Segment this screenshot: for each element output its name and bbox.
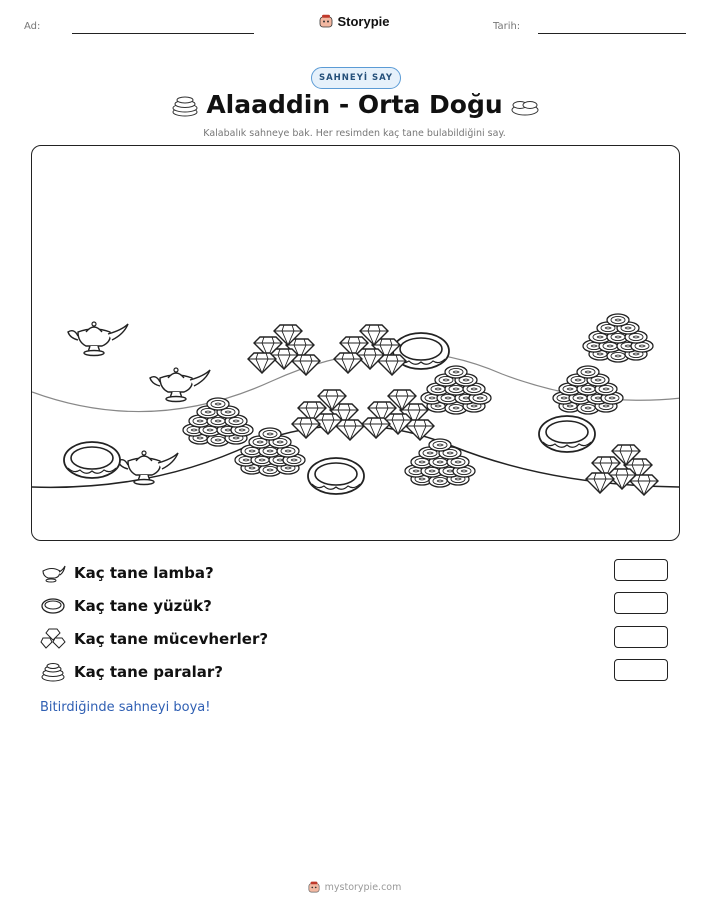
gems-3	[292, 390, 364, 440]
question-gems	[40, 627, 268, 651]
coins-4	[183, 398, 253, 446]
ring-2	[64, 442, 120, 478]
date-label: Tarih:	[493, 21, 521, 32]
answer-box-gems[interactable]	[614, 626, 668, 648]
footer	[0, 881, 709, 896]
gems-icon	[40, 628, 66, 650]
storypie-mascot-icon	[319, 14, 333, 28]
question-lamps	[40, 561, 214, 585]
question-text: Kaç tane lamba?	[74, 564, 214, 582]
coins-6	[405, 439, 475, 487]
lamp-1	[68, 322, 128, 356]
gems-2	[334, 325, 406, 375]
storypie-mascot-icon	[308, 881, 320, 893]
page-title: Alaaddin - Orta Doğu	[206, 90, 503, 119]
coins-title-icon-right	[510, 95, 540, 121]
instructions: Kalabalık sahneye bak. Her resimden kaç tane bulabildiğini say.	[203, 128, 506, 139]
coins-icon	[40, 662, 66, 682]
gems-1	[248, 325, 320, 375]
gems-5	[586, 445, 658, 495]
brand-name: Storypie	[337, 13, 390, 29]
lamp-3	[118, 451, 178, 485]
coins-3	[553, 366, 623, 414]
date-line[interactable]	[538, 33, 686, 34]
coins-1	[583, 314, 653, 362]
answer-box-lamps[interactable]	[614, 559, 668, 581]
ring-icon	[40, 596, 66, 616]
brand-logo	[0, 13, 709, 32]
question-rings	[40, 594, 212, 618]
coins-2	[421, 366, 491, 414]
ring-3	[308, 458, 364, 494]
counting-scene	[31, 145, 680, 541]
name-line[interactable]	[72, 33, 254, 34]
question-text: Kaç tane paralar?	[74, 663, 223, 681]
lamp-icon	[40, 563, 66, 583]
finish-instruction: Bitirdiğinde sahneyi boya!	[40, 700, 211, 715]
answer-box-rings[interactable]	[614, 592, 668, 614]
activity-badge: SAHNEYİ SAY	[311, 67, 401, 89]
footer-url[interactable]: mystorypie.com	[324, 881, 402, 893]
answer-box-coins[interactable]	[614, 659, 668, 681]
question-text: Kaç tane yüzük?	[74, 597, 212, 615]
name-label: Ad:	[24, 21, 41, 32]
question-text: Kaç tane mücevherler?	[74, 630, 269, 648]
ring-4	[539, 416, 595, 452]
question-coins	[40, 660, 223, 684]
lamp-2	[150, 368, 210, 402]
